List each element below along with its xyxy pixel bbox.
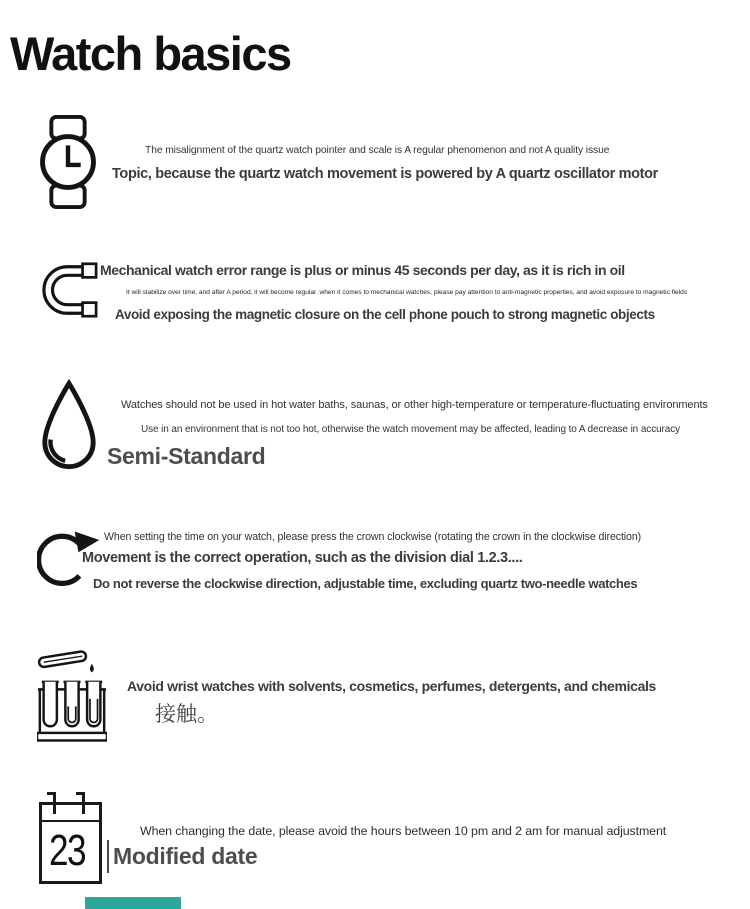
magnet-icon — [38, 262, 100, 318]
temperature-heading: Semi-Standard — [107, 443, 266, 469]
calendar-day-number: 23 — [49, 826, 85, 875]
test-tubes-icon — [37, 649, 107, 743]
crown-main-text: Movement is the correct operation, such as the division dial 1.2.3.... — [82, 550, 523, 566]
temperature-note1-text: Watches should not be used in hot water baths, saunas, or other high-temperature or temperature-fluctuating environments — [121, 399, 708, 411]
calendar-icon — [39, 802, 102, 884]
chemicals-main-text: Avoid wrist watches with solvents, cosmetics, perfumes, detergents, and chemicals — [127, 678, 656, 694]
quartz-note-text: The misalignment of the quartz watch pointer and scale is A regular phenomenon and not A quality issue — [145, 145, 610, 156]
water-drop-icon — [39, 379, 99, 473]
calendar-header-band — [42, 805, 99, 822]
wristwatch-icon — [36, 115, 100, 209]
magnet-warning-text: Avoid exposing the magnetic closure on the cell phone pouch to strong magnetic objects — [115, 307, 655, 322]
magnet-note-text: It will stabilize over time, and after A period, it will become regular. when it comes to mechanical watches, please pay attention to anti-magnetic properties, and avoid exposure to magnetic fields — [126, 289, 688, 296]
quartz-main-text: Topic, because the quartz watch movement is powered by A quartz oscillator motor — [112, 166, 658, 182]
date-heading: Modified date — [113, 843, 258, 869]
date-note-text: When changing the date, please avoid the hours between 10 pm and 2 am for manual adjustment — [140, 824, 667, 838]
crown-note-text: When setting the time on your watch, please press the crown clockwise (rotating the crown in the clockwise direction) — [104, 531, 642, 543]
vertical-divider — [107, 840, 109, 873]
chemicals-cjk-text: 接触。 — [155, 703, 218, 726]
page-title: Watch basics — [10, 27, 291, 80]
crown-warning-text: Do not reverse the clockwise direction, adjustable time, excluding quartz two-needle watches — [93, 576, 638, 591]
temperature-note2-text: Use in an environment that is not too hot, otherwise the watch movement may be affected, leading to A decrease in accuracy — [141, 424, 681, 435]
bottom-accent-bar — [85, 897, 181, 909]
magnet-main-text: Mechanical watch error range is plus or minus 45 seconds per day, as it is rich in oil — [100, 262, 625, 278]
